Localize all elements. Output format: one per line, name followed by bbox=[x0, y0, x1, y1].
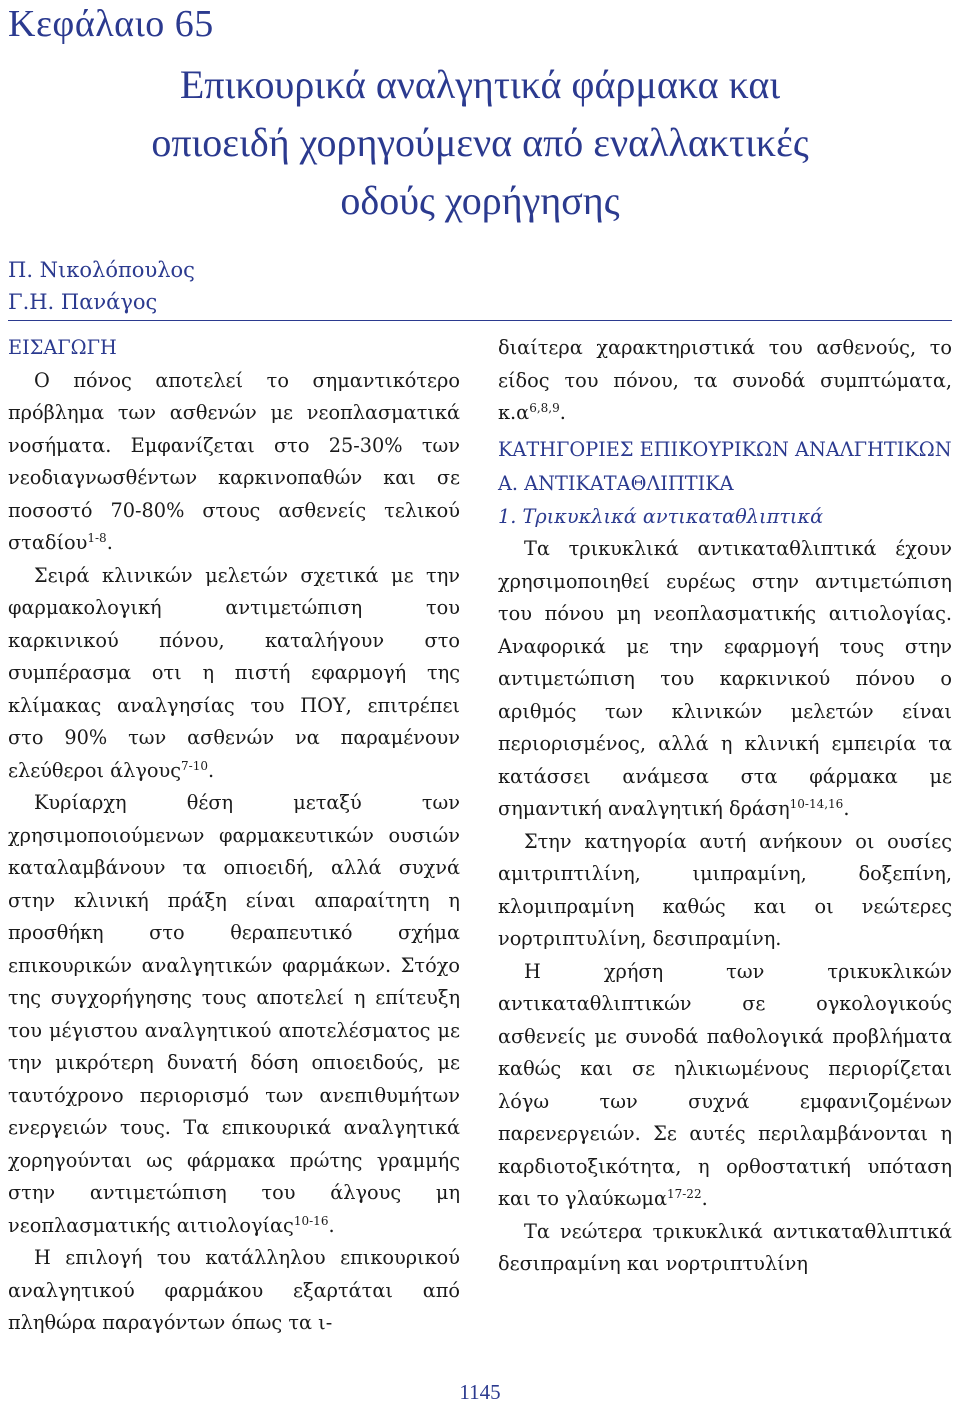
section-heading-categories: ΚΑΤΗΓΟΡΙΕΣ ΕΠΙΚΟΥΡΙΚΩΝ ΑΝΑΛΓΗΤΙΚΩΝ bbox=[498, 437, 952, 461]
chapter-title bbox=[30, 56, 930, 230]
page-number: 1145 bbox=[459, 1380, 501, 1404]
paragraph-text: Η επιλογή του κατάλληλου επικουρικού αναλγητικού φαρμάκου εξαρτάται από πληθώρα παραγόντων όπως τα ι- bbox=[8, 1246, 460, 1334]
right-column bbox=[498, 332, 952, 1281]
subsection-heading-tricyclics: 1. Τρικυκλικά αντικαταθλιπτικά bbox=[498, 504, 824, 528]
author-name: Π. Νικολόπουλος bbox=[8, 258, 195, 282]
paragraph-text: Στην κατηγορία αυτή ανήκουν οι ουσίες αμιτριπτιλίνη, ιμιπραμίνη, δοξεπίνη, κλομιπραμίνη καθώς και οι νεώτερες νορτριπτυλίνη, δεσιπραμίνη. bbox=[498, 829, 952, 950]
paragraph-text: Τα τρικυκλικά αντικαταθλιπτικά έχουν χρησιμοποιηθεί ευρέως στην αντιμετώπιση του πόνου μη νεοπλασματικής αιτιολογίας. Αναφορικά με την εφαρμογή τους στην αντιμετώπιση του καρκινικού πόνου ο αριθμός των κλινικών μελετών είναι περιορισμένος, αλλά η κλινική εμπειρία τα κατάσσει ανάμεσα στα φάρμακα με σημαντική αναλγητική δράση bbox=[498, 537, 952, 820]
body-paragraph: Ο πόνος αποτελεί το σημαντικότερο πρόβλημα των ασθενών με νεοπλασματικά νοσήματα. Εμφανίζεται στο 25-30% των νεοδιαγνωσθέντων καρκινοπαθών και σε ποσοστό 70-80% στους ασθενείς τελικού σταδίου$^{1-8}$. bbox=[8, 368, 460, 554]
citation-ref: 10-14,16 bbox=[789, 797, 844, 811]
left-column bbox=[8, 332, 460, 1340]
header-divider bbox=[8, 320, 952, 321]
citation-ref: 10-16 bbox=[293, 1213, 329, 1228]
body-paragraph: Τα τρικυκλικά αντικαταθλιπτικά έχουν χρησιμοποιηθεί ευρέως στην αντιμετώπιση του πόνου μη νεοπλασματικής αιτιολογίας. Αναφορικά με την εφαρμογή τους στην αντιμετώπιση του καρκινικού πόνου ο αριθμός των κλινικών μελετών είναι περιορισμένος, αλλά η κλινική εμπειρία τα κατάσσει ανάμεσα στα φάρμακα με σημαντική αναλγητική δράση$^{10-14,16}$. bbox=[498, 537, 952, 820]
chapter-title-line: Επικουρικά αναλγητικά φάρμακα και bbox=[179, 62, 781, 107]
author-list bbox=[8, 254, 195, 318]
citation-ref: 1-8 bbox=[87, 531, 107, 545]
author-name: Γ.Η. Πανάγος bbox=[8, 290, 158, 314]
citation-ref: 6,8,9 bbox=[529, 401, 560, 415]
chapter-title-line: οδούς χορήγησης bbox=[340, 178, 620, 223]
paragraph-text: Ο πόνος αποτελεί το σημαντικότερο πρόβλημα των ασθενών με νεοπλασματικά νοσήματα. Εμφανίζεται στο 25-30% των νεοδιαγνωσθέντων καρκινοπαθών και σε ποσοστό 70-80% στους ασθενείς τελικού σταδίου bbox=[8, 368, 460, 554]
paragraph-text: Τα νεώτερα τρικυκλικά αντικαταθλιπτικά δεσιπραμίνη και νορτριπτυλίνη bbox=[498, 1219, 952, 1275]
citation-ref: 7-10 bbox=[181, 758, 209, 773]
body-paragraph bbox=[498, 826, 952, 956]
body-paragraph bbox=[498, 1216, 952, 1281]
body-paragraph: Σειρά κλινικών μελετών σχετικά με την φαρμακολογική αντιμετώπιση του καρκινικού πόνου, καταλήγουν στο συμπέρασμα οτι η πιστή εφαρμογή της κλίμακας αναλγησίας του ΠΟΥ, επιτρέπει στο 90% των ασθενών να παραμένουν ελεύθεροι άλγους$^{7-10}$. bbox=[8, 563, 460, 782]
subsection-heading-antidepressants: Α. ΑΝΤΙΚΑΤΑΘΛΙΠΤΙΚΑ bbox=[498, 472, 734, 495]
paragraph-text: Η χρήση των τρικυκλικών αντικαταθλιπτικών σε ογκολογικούς ασθενείς με συνοδά παθολογικά προβλήματα καθώς και σε ηλικιωμένους περιορίζεται λόγω των συχνά εμφανιζομένων παρενεργειών. Σε αυτές περιλαμβάνονται η καρδιοτοξικότητα, η ορθοστατική υπόταση και το γλαύκωμα bbox=[498, 959, 952, 1210]
paragraph-text: διαίτερα χαρακτηριστικά του ασθενούς, το είδος του πόνου, τα συνοδά συμπτώματα, κ.α bbox=[498, 336, 952, 424]
chapter-title-line: οπιοειδή χορηγούμενα από εναλλακτικές bbox=[151, 120, 809, 165]
body-paragraph-continued: διαίτερα χαρακτηριστικά του ασθενούς, το είδος του πόνου, τα συνοδά συμπτώματα, $\kappa.\alpha^{6,8,9}$. bbox=[498, 336, 952, 424]
body-paragraph: Κυρίαρχη θέση μεταξύ των χρησιμοποιούμενων φαρμακευτικών ουσιών καταλαμβάνουν τα οπιοειδή, αλλά συχνά στην κλινική πράξη είναι απαραίτητη η προσθήκη στο θεραπευτικό σχήμα επικουρικών αναλγητικών φαρμάκων. Στόχο της συγχορήγησης τους αποτελεί η επίτευξη του μέγιστου αναλγητικού αποτελέσματος με την μικρότερη δυνατή δόση οπιοειδούς, με ταυτόχρονο περιορισμό των ανεπιθυμήτων ενεργειών τους. Τα επικουρικά αναλγητικά χορηγούνται ως φάρμακα πρώτης γραμμής στην αντιμετώπιση του άλγους μη νεοπλασματικής αιτιολογίας$^{10-16}$. bbox=[8, 791, 460, 1237]
paragraph-text: Σειρά κλινικών μελετών σχετικά με την φαρμακολογική αντιμετώπιση του καρκινικού πόνου, καταλήγουν στο συμπέρασμα οτι η πιστή εφαρμογή της κλίμακας αναλγησίας του ΠΟΥ, επιτρέπει στο 90% των ασθενών να παραμένουν ελεύθεροι άλγους bbox=[8, 563, 460, 782]
chapter-label: Κεφάλαιο 65 bbox=[8, 3, 214, 45]
body-paragraph: Η χρήση των τρικυκλικών αντικαταθλιπτικών σε ογκολογικούς ασθενείς με συνοδά παθολογικά προβλήματα καθώς και σε ηλικιωμένους περιορίζεται λόγω των συχνά εμφανιζομένων παρενεργειών. Σε αυτές περιλαμβάνονται η καρδιοτοξικότητα, η ορθοστατική υπόταση και το γλαύκωμα$^{17-22}$. bbox=[498, 959, 952, 1210]
section-heading-introduction: ΕΙΣΑΓΩΓΗ bbox=[8, 336, 117, 359]
paragraph-text: Κυρίαρχη θέση μεταξύ των χρησιμοποιούμενων φαρμακευτικών ουσιών καταλαμβάνουν τα οπιοειδή, αλλά συχνά στην κλινική πράξη είναι απαραίτητη η προσθήκη στο θεραπευτικό σχήμα επικουρικών αναλγητικών φαρμάκων. Στόχο της συγχορήγησης τους αποτελεί η επίτευξη του μέγιστου αναλγητικού αποτελέσματος με την μικρότερη δυνατή δόση οπιοειδούς, με ταυτόχρονο περιορισμό των ανεπιθυμήτων ενεργειών τους. Τα επικουρικά αναλγητικά χορηγούνται ως φάρμακα πρώτης γραμμής στην αντιμετώπιση του άλγους μη νεοπλασματικής αιτιολογίας bbox=[8, 791, 460, 1237]
citation-ref: 17-22 bbox=[666, 1187, 702, 1201]
body-paragraph bbox=[8, 1242, 460, 1340]
